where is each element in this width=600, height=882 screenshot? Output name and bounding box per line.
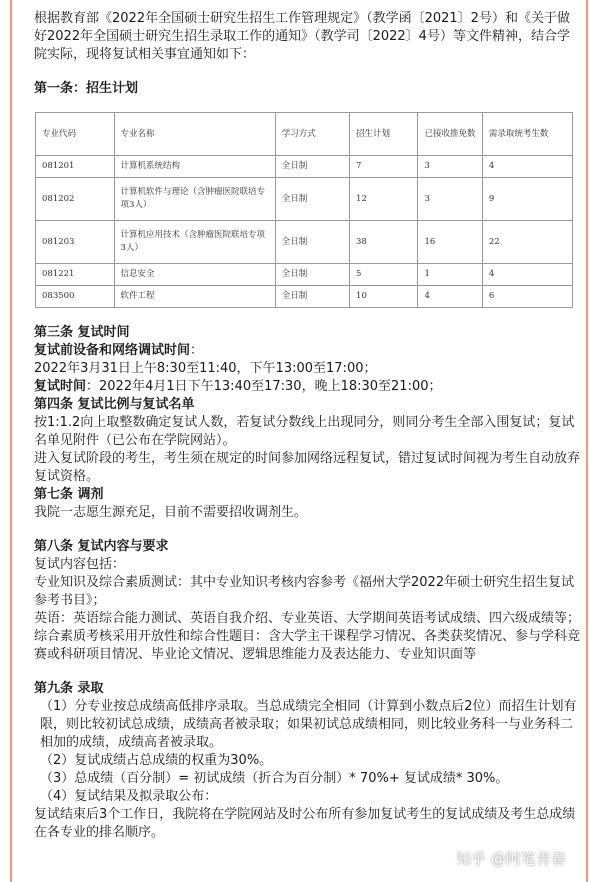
article8-title: 第八条 复试内容与要求 [34,539,169,554]
article8-line3: 英语：英语综合能力测试、英语自我介绍、专业英语、大学期间英语考试成绩、四六级成绩等； [34,611,581,626]
cell-count: 4 [482,264,572,286]
table-header-row [36,113,573,156]
cell-plan: 12 [350,178,418,221]
cell-code: 083500 [36,286,115,308]
exam-time: ：2022年4月1日下午13:40至17:30，晚上18:30至21:00； [86,379,442,394]
article7-title: 第七条 调剂 [34,487,104,502]
article3-title: 第三条 复试时间 [34,325,130,340]
cell-code: 081203 [36,221,115,264]
debug-time: 2022年3月31日上午8:30至11:40，下午13:00至17:00； [34,361,377,376]
right-border [586,0,588,882]
cell-mode: 全日制 [275,156,349,178]
left-border [10,0,12,882]
cell-name: 计算机系统结构 [114,156,275,178]
table-row [36,286,573,308]
cell-count: 4 [482,156,572,178]
header-mode: 学习方式 [275,113,349,156]
cell-code: 081201 [36,156,115,178]
table-row [36,156,573,178]
article3-subtitle-line [34,342,580,360]
article9-title: 第九条 录取 [34,681,104,696]
article4-line2: 进入复试阶段的考生，考生须在规定的时间参加网络远程复试，错过复试时间视为考生自动放弃复试资格。 [34,451,581,484]
article9-item3: （3）总成绩（百分制）= 初试成绩（折合为百分制）* 70%+ 复试成绩* 30%。 [40,771,509,786]
exam-time-line [34,378,580,396]
cell-count: 9 [482,178,572,221]
cell-mode: 全日制 [275,264,349,286]
table-row [36,178,573,221]
cell-name: 信息安全 [114,264,275,286]
article8-line1: 复试内容包括： [34,557,126,572]
cell-plan: 10 [350,286,418,308]
article8-line2: 专业知识及综合素质测试：其中专业知识考核内容参考《福州大学2022年硕士研究生招生复试参考书目》； [34,575,575,608]
article4-title: 第四条 复试比例与复试名单 [34,397,195,412]
article8-line4: 综合素质考核采用开放性和综合性题目：含大学主干课程学习情况、各类获奖情况、参与学科竞赛或科研项目情况、毕业论文情况、逻辑思维能力及表达能力、专业知识面等 [34,629,581,662]
cell-mode: 全日制 [275,286,349,308]
article4-line1: 按1:1.2向上取整数确定复试人数，若复试分数线上出现同分，则同分考生全部入围复试；复试名单见附件（已公布在学院网站）。 [34,415,575,448]
table-row [36,264,573,286]
article3-subtitle-colon: ： [190,343,204,358]
cell-code: 081221 [36,264,115,286]
cell-plan: 7 [350,156,418,178]
cell-name: 计算机软件与理论（含肿瘤医院联培专项3人） [114,178,275,221]
cell-mode: 全日制 [275,221,349,264]
cell-code: 081202 [36,178,115,221]
table-row [36,221,573,264]
cell-count: 22 [482,221,572,264]
article9-item1: （1）分专业按总成绩高低排序录取。当总成绩完全相同（计算到小数点后2位）而招生计划有限，则比较初试总成绩，成绩高者被录取；如果初试总成绩相同，则比较业务科一与业务科二相加的成绩，成绩高者被录取。 [40,699,577,750]
cell-mode: 全日制 [275,178,349,221]
cell-name: 软件工程 [114,286,275,308]
zhihu-watermark: 知乎 @阿笔青春 [456,850,566,868]
cell-exempt: 1 [418,264,482,286]
cell-exempt: 16 [418,221,482,264]
header-plan: 招生计划 [350,113,418,156]
cell-exempt: 4 [418,286,482,308]
cell-plan: 5 [350,264,418,286]
cell-count: 6 [482,286,572,308]
document-body [34,0,580,842]
intro-paragraph: 根据教育部《2022年全国硕士研究生招生工作管理规定》（教学函〔2021〕2号）和《关于做好2022年全国硕士研究生招生录取工作的通知》（教学司〔2022〕4号）等文件精神，结合学院实际，现将复试相关事宜通知如下： [34,11,570,62]
article1-title: 第一条：招生计划 [34,81,139,96]
article3-subtitle: 复试前设备和网络调试时间 [34,343,191,358]
article7-text: 我院一志愿生源充足，目前不需要招收调剂生。 [34,505,308,520]
cell-name: 计算机应用技术（含肿瘤医院联培专项3人） [114,221,275,264]
header-exempt: 已接收推免数 [418,113,482,156]
header-code: 专业代码 [36,113,115,156]
cell-exempt: 3 [418,156,482,178]
exam-time-label: 复试时间 [34,379,87,394]
article9-item4: （4）复试结果及拟录取公布： [40,789,218,804]
cell-plan: 38 [350,221,418,264]
header-name: 专业名称 [114,113,275,156]
article9-item5: 复试结束后3个工作日，我院将在学院网站及时公布所有参加复试考生的复试成绩及考生总成绩在各专业的排名顺序。 [34,807,576,840]
cell-exempt: 3 [418,178,482,221]
header-count: 需录取统考生数 [482,113,572,156]
enrollment-plan-table [35,112,573,308]
article9-item2: （2）复试成绩占总成绩的权重为30%。 [40,753,273,768]
